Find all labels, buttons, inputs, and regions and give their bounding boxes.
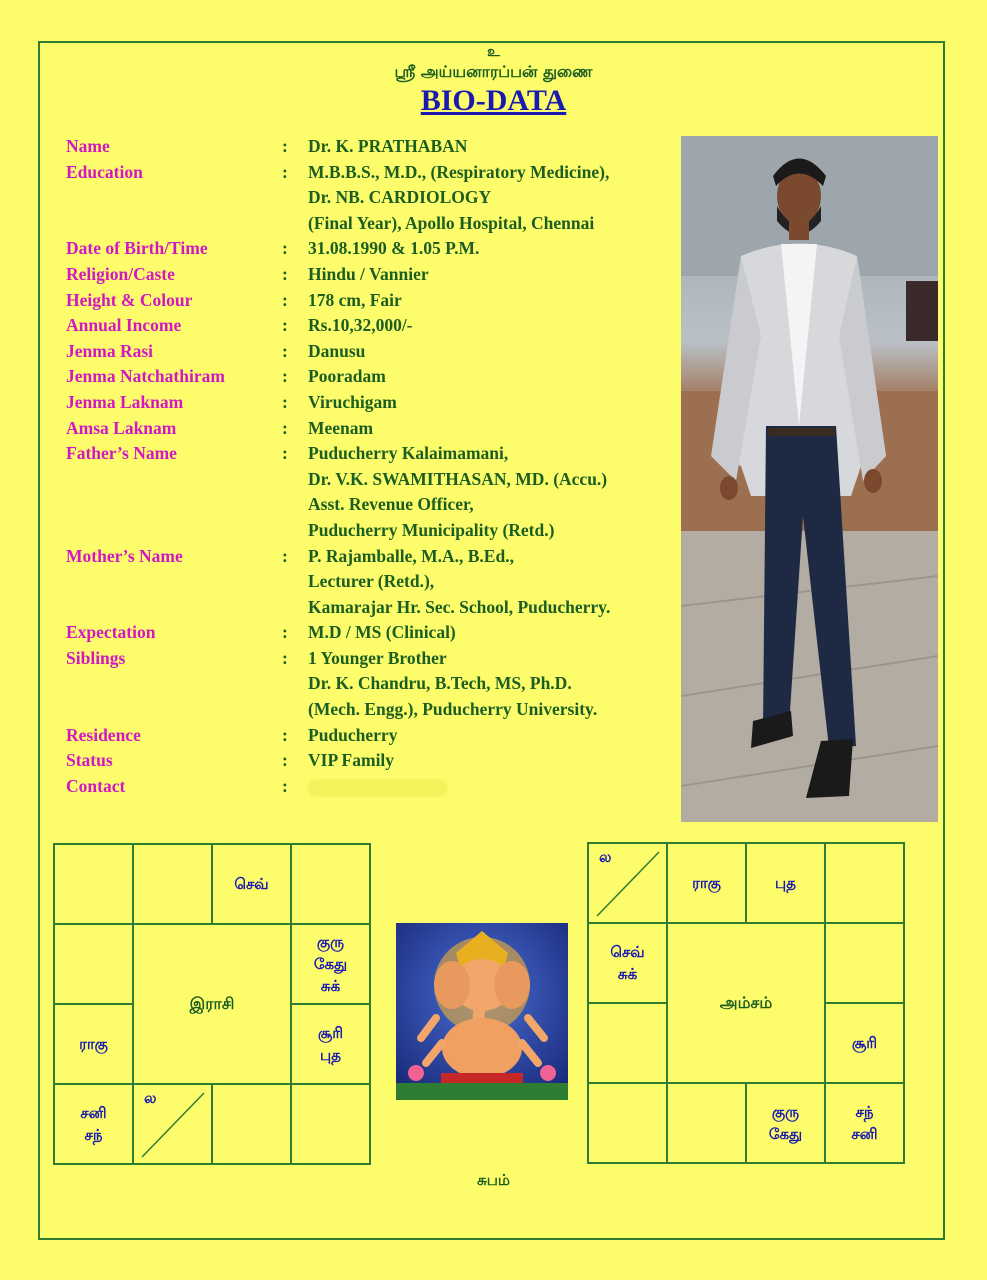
detail-value: Dr. V.K. SWAMITHASAN, MD. (Accu.)	[308, 468, 608, 489]
detail-label: Jenma Laknam	[66, 391, 184, 412]
detail-separator: :	[282, 750, 288, 771]
detail-separator: :	[282, 161, 288, 182]
detail-row	[66, 441, 676, 467]
detail-row	[66, 160, 676, 186]
detail-value: Danusu	[308, 340, 366, 361]
amsam_chart-center-label: அம்சம்	[667, 923, 825, 1083]
detail-row	[66, 236, 676, 262]
detail-row	[66, 390, 676, 416]
contact-redacted	[308, 774, 448, 800]
detail-value: (Final Year), Apollo Hospital, Chennai	[308, 212, 595, 233]
detail-label: Amsa Laknam	[66, 417, 177, 438]
amsam_chart-house-cell	[588, 1083, 667, 1163]
detail-value: Dr. NB. CARDIOLOGY	[308, 187, 492, 208]
footer-blessing: சுபம்	[476, 1171, 511, 1189]
detail-separator: :	[282, 391, 288, 412]
profile-photo	[681, 136, 938, 822]
detail-separator: :	[282, 775, 288, 796]
planet-label: சுக்	[320, 977, 341, 995]
detail-row	[66, 723, 676, 749]
detail-value: Viruchigam	[308, 391, 397, 412]
rasi_chart-house-cell	[54, 924, 133, 1004]
detail-value: (Mech. Engg.), Puducherry University.	[308, 699, 598, 720]
detail-label: Annual Income	[66, 315, 182, 336]
detail-separator: :	[282, 443, 288, 464]
rasi_chart-house-cell	[54, 844, 133, 924]
detail-value: Hindu / Vannier	[308, 263, 429, 284]
detail-label: Siblings	[66, 647, 126, 668]
detail-label: Status	[66, 750, 113, 771]
detail-value: Rs.10,32,000/-	[308, 315, 413, 336]
planet-label: சனி	[851, 1125, 878, 1143]
detail-value: Puducherry Municipality (Retd.)	[308, 519, 555, 540]
detail-row	[66, 416, 676, 442]
rasi_chart-house-cell	[212, 844, 291, 924]
amsam_chart-house-cell	[588, 923, 667, 1003]
rasi_chart-house-cell	[291, 924, 370, 1004]
planet-label: ராகு	[79, 1035, 108, 1053]
detail-value: M.D / MS (Clinical)	[308, 622, 456, 643]
detail-row	[66, 467, 676, 493]
detail-value: VIP Family	[308, 750, 395, 771]
detail-row	[66, 518, 676, 544]
page-title: BIO-DATA	[420, 84, 567, 117]
rasi_chart-house-cell	[291, 844, 370, 924]
planet-label: செவ்	[234, 875, 269, 893]
detail-row	[66, 134, 676, 160]
detail-value: Lecturer (Retd.),	[308, 571, 435, 592]
detail-row	[66, 185, 676, 211]
detail-row	[66, 262, 676, 288]
detail-label: Expectation	[66, 622, 156, 643]
planet-label: கேது	[768, 1125, 803, 1143]
amsam_chart-house-cell	[667, 843, 746, 923]
detail-label: Jenma Rasi	[66, 340, 154, 361]
detail-label: Date of Birth/Time	[66, 238, 208, 259]
detail-row	[66, 646, 676, 672]
detail-value: 31.08.1990 & 1.05 P.M.	[308, 238, 480, 259]
detail-label: Height & Colour	[66, 289, 193, 310]
amsam_chart-house-cell	[588, 843, 667, 923]
detail-label: Mother’s Name	[66, 545, 183, 566]
lagna-mark: ல	[599, 848, 612, 866]
rasi_chart-house-cell	[212, 1084, 291, 1164]
detail-row	[66, 364, 676, 390]
planet-label: சனி	[80, 1104, 107, 1122]
rasi_chart-house-cell	[133, 844, 212, 924]
detail-row	[66, 569, 676, 595]
amsam_chart-house-cell	[667, 1083, 746, 1163]
detail-row	[66, 211, 676, 237]
detail-value: Asst. Revenue Officer,	[308, 494, 474, 515]
amsam_chart-house-cell	[825, 923, 904, 1003]
planet-label: புத	[320, 1046, 341, 1064]
detail-row	[66, 697, 676, 723]
detail-value: 178 cm, Fair	[308, 289, 402, 310]
detail-value: P. Rajamballe, M.A., B.Ed.,	[308, 545, 514, 566]
ganesha-image	[396, 923, 568, 1100]
amsam_chart-house-cell	[825, 1083, 904, 1163]
rasi-chart	[53, 843, 371, 1165]
detail-label: Religion/Caste	[66, 263, 175, 284]
lagna-mark: ல	[144, 1089, 157, 1107]
detail-value: Puducherry Kalaimamani,	[308, 443, 509, 464]
detail-row	[66, 288, 676, 314]
amsam-chart	[587, 842, 905, 1164]
detail-separator: :	[282, 417, 288, 438]
detail-label: Jenma Natchathiram	[66, 366, 225, 387]
detail-row	[66, 313, 676, 339]
invocation-line: ஸ்ரீ அய்யனாரப்பன் துணை	[394, 62, 593, 81]
planet-label: குரு	[316, 933, 345, 951]
detail-value: Dr. K. PRATHABAN	[308, 136, 468, 156]
detail-row	[66, 774, 676, 800]
person-photo-icon	[681, 136, 938, 822]
detail-value: Dr. K. Chandru, B.Tech, MS, Ph.D.	[308, 673, 572, 694]
detail-separator: :	[282, 315, 288, 336]
detail-value: M.B.B.S., M.D., (Respiratory Medicine),	[308, 161, 610, 182]
planet-label: சூரி	[317, 1024, 344, 1042]
planet-label: குரு	[771, 1103, 800, 1121]
detail-separator: :	[282, 136, 288, 156]
detail-label: Contact	[66, 775, 126, 796]
detail-separator: :	[282, 724, 288, 745]
invocation-letter: உ	[487, 44, 500, 60]
amsam_chart-house-cell	[746, 1083, 825, 1163]
detail-value: Pooradam	[308, 366, 386, 387]
detail-separator: :	[282, 263, 288, 284]
detail-value: Puducherry	[308, 724, 398, 745]
detail-separator: :	[282, 340, 288, 361]
detail-row	[66, 671, 676, 697]
planet-label: சூரி	[851, 1034, 878, 1052]
planet-label: சுக்	[617, 965, 638, 983]
detail-row	[66, 748, 676, 774]
detail-row	[66, 339, 676, 365]
detail-separator: :	[282, 366, 288, 387]
rasi_chart-house-cell	[133, 1084, 212, 1164]
detail-label: Residence	[66, 724, 141, 745]
planet-label: ராகு	[692, 874, 721, 892]
rasi_chart-house-cell	[54, 1084, 133, 1164]
detail-row	[66, 544, 676, 570]
detail-separator: :	[282, 238, 288, 259]
amsam_chart-house-cell	[588, 1003, 667, 1083]
detail-row	[66, 620, 676, 646]
detail-separator: :	[282, 289, 288, 310]
rasi_chart-house-cell	[54, 1004, 133, 1084]
detail-separator: :	[282, 647, 288, 668]
details-list	[66, 134, 676, 799]
amsam_chart-house-cell	[825, 1003, 904, 1083]
detail-separator: :	[282, 622, 288, 643]
detail-label: Father’s Name	[66, 443, 177, 464]
planet-label: சந்	[855, 1103, 874, 1121]
amsam_chart-house-cell	[825, 843, 904, 923]
detail-label: Education	[66, 161, 143, 182]
detail-row	[66, 595, 676, 621]
detail-row	[66, 492, 676, 518]
ganesha-icon	[396, 923, 568, 1100]
detail-value: 1 Younger Brother	[308, 647, 447, 668]
planet-label: செவ்	[610, 943, 645, 961]
amsam_chart-house-cell	[746, 843, 825, 923]
rasi_chart-house-cell	[291, 1084, 370, 1164]
rasi_chart-center-label: இராசி	[133, 924, 291, 1084]
planet-label: புத	[775, 874, 796, 892]
rasi_chart-house-cell	[291, 1004, 370, 1084]
detail-value: Kamarajar Hr. Sec. School, Puducherry.	[308, 596, 611, 617]
planet-label: சந்	[84, 1126, 103, 1144]
detail-value: Meenam	[308, 417, 374, 438]
detail-separator: :	[282, 545, 288, 566]
detail-label: Name	[66, 136, 110, 156]
planet-label: கேது	[313, 955, 348, 973]
